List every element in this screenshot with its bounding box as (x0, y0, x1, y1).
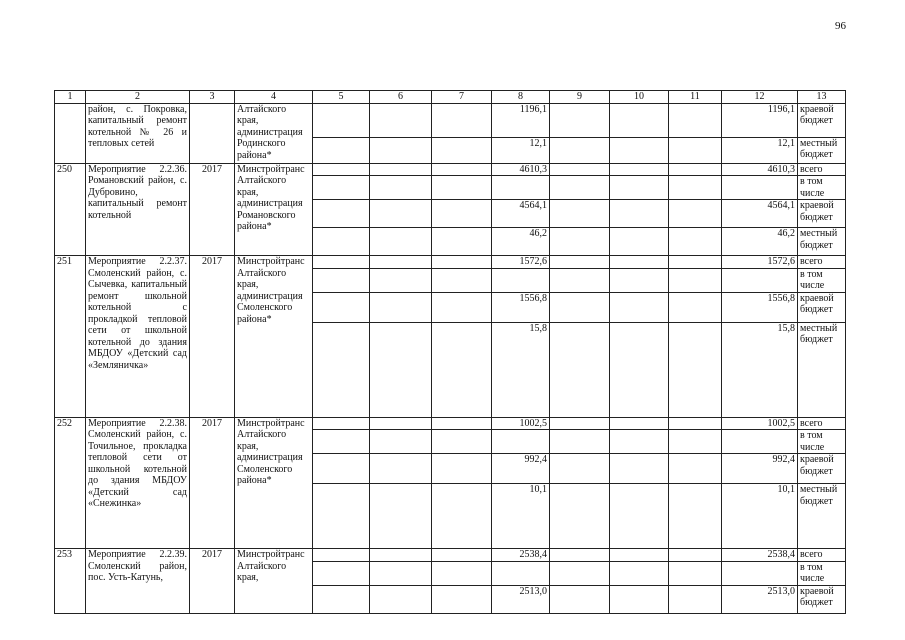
empty-cell-col10 (610, 454, 669, 484)
empty-cell-col10 (610, 103, 669, 137)
empty-cell-col10 (610, 585, 669, 613)
amount-col8-cell: 1572,6 (492, 256, 550, 269)
amount-col8-cell (492, 268, 550, 292)
empty-cell-col9 (550, 163, 610, 176)
empty-cell-col10 (610, 228, 669, 256)
empty-cell-col6 (370, 163, 432, 176)
empty-cell-col9 (550, 322, 610, 417)
amount-col8-cell: 12,1 (492, 137, 550, 163)
empty-cell-col10 (610, 322, 669, 417)
column-number-3: 3 (190, 91, 235, 104)
empty-cell-col7 (432, 103, 492, 137)
amount-col12-cell: 2513,0 (722, 585, 798, 613)
amount-col12-cell: 992,4 (722, 454, 798, 484)
empty-cell-col6 (370, 549, 432, 562)
empty-cell-col11 (669, 454, 722, 484)
empty-cell-col5 (313, 585, 370, 613)
measure-name-cell: Мероприятие 2.2.36. Романовский район, с. Дубровино, капитальный ремонт котельной (86, 163, 190, 256)
empty-cell-col5 (313, 228, 370, 256)
funding-source-cell: всего (798, 417, 846, 430)
funding-source-cell: всего (798, 549, 846, 562)
empty-cell-col6 (370, 292, 432, 322)
amount-col12-cell: 2538,4 (722, 549, 798, 562)
empty-cell-col6 (370, 200, 432, 228)
empty-cell-col11 (669, 417, 722, 430)
column-number-4: 4 (235, 91, 313, 104)
empty-cell-col11 (669, 430, 722, 454)
empty-cell-col5 (313, 430, 370, 454)
empty-cell-col10 (610, 417, 669, 430)
empty-cell-col9 (550, 256, 610, 269)
empty-cell-col11 (669, 484, 722, 549)
empty-cell-col10 (610, 561, 669, 585)
executor-cell: Алтайского края, администрация Родинского района* (235, 103, 313, 163)
empty-cell-col10 (610, 137, 669, 163)
amount-col12-cell (722, 430, 798, 454)
year-cell (190, 103, 235, 163)
empty-cell-col9 (550, 200, 610, 228)
column-number-7: 7 (432, 91, 492, 104)
empty-cell-col11 (669, 256, 722, 269)
column-number-8: 8 (492, 91, 550, 104)
measure-name-cell: Мероприятие 2.2.39. Смоленский район, пос. Усть-Катунь, (86, 549, 190, 614)
empty-cell-col5 (313, 292, 370, 322)
funding-source-cell: местный бюджет (798, 228, 846, 256)
empty-cell-col7 (432, 454, 492, 484)
amount-col12-cell: 15,8 (722, 322, 798, 417)
funding-source-cell: местный бюджет (798, 484, 846, 549)
empty-cell-col9 (550, 137, 610, 163)
empty-cell-col11 (669, 103, 722, 137)
executor-cell: Минстройтранс Алтайского края, (235, 549, 313, 614)
amount-col12-cell: 1556,8 (722, 292, 798, 322)
amount-col8-cell: 1002,5 (492, 417, 550, 430)
empty-cell-col10 (610, 200, 669, 228)
funding-source-cell: всего (798, 256, 846, 269)
empty-cell-col9 (550, 549, 610, 562)
empty-cell-col9 (550, 417, 610, 430)
empty-cell-col10 (610, 163, 669, 176)
empty-cell-col7 (432, 549, 492, 562)
page-number: 96 (835, 20, 846, 32)
executor-cell: Минстройтранс Алтайского края, администрация Смоленского района* (235, 417, 313, 549)
empty-cell-col9 (550, 228, 610, 256)
empty-cell-col6 (370, 322, 432, 417)
empty-cell-col5 (313, 103, 370, 137)
column-number-11: 11 (669, 91, 722, 104)
amount-col8-cell: 4564,1 (492, 200, 550, 228)
empty-cell-col10 (610, 549, 669, 562)
empty-cell-col11 (669, 176, 722, 200)
funding-source-cell: местный бюджет (798, 322, 846, 417)
column-number-row (55, 91, 846, 104)
table-row (55, 103, 846, 137)
empty-cell-col9 (550, 585, 610, 613)
empty-cell-col11 (669, 228, 722, 256)
empty-cell-col5 (313, 163, 370, 176)
funding-source-cell: в том числе (798, 430, 846, 454)
amount-col12-cell (722, 268, 798, 292)
empty-cell-col7 (432, 417, 492, 430)
empty-cell-col9 (550, 292, 610, 322)
empty-cell-col7 (432, 561, 492, 585)
empty-cell-col5 (313, 484, 370, 549)
empty-cell-col11 (669, 163, 722, 176)
amount-col8-cell: 992,4 (492, 454, 550, 484)
empty-cell-col6 (370, 103, 432, 137)
empty-cell-col11 (669, 137, 722, 163)
empty-cell-col7 (432, 228, 492, 256)
amount-col12-cell: 1002,5 (722, 417, 798, 430)
row-number-cell: 252 (55, 417, 86, 549)
table-row (55, 163, 846, 176)
column-number-6: 6 (370, 91, 432, 104)
empty-cell-col6 (370, 268, 432, 292)
program-table-sheet (54, 90, 846, 614)
empty-cell-col5 (313, 256, 370, 269)
empty-cell-col10 (610, 268, 669, 292)
empty-cell-col5 (313, 176, 370, 200)
empty-cell-col10 (610, 256, 669, 269)
row-number-cell: 253 (55, 549, 86, 614)
column-number-5: 5 (313, 91, 370, 104)
empty-cell-col6 (370, 454, 432, 484)
year-cell: 2017 (190, 256, 235, 418)
empty-cell-col6 (370, 484, 432, 549)
funding-source-cell: в том числе (798, 561, 846, 585)
amount-col8-cell: 1556,8 (492, 292, 550, 322)
empty-cell-col7 (432, 585, 492, 613)
empty-cell-col5 (313, 268, 370, 292)
amount-col8-cell: 46,2 (492, 228, 550, 256)
funding-source-cell: в том числе (798, 176, 846, 200)
empty-cell-col5 (313, 561, 370, 585)
amount-col12-cell: 10,1 (722, 484, 798, 549)
year-cell: 2017 (190, 417, 235, 549)
empty-cell-col11 (669, 322, 722, 417)
table-row (55, 256, 846, 269)
empty-cell-col6 (370, 417, 432, 430)
amount-col8-cell (492, 430, 550, 454)
amount-col12-cell (722, 176, 798, 200)
measure-name-cell: Мероприятие 2.2.37. Смоленский район, с. Сычевка, капитальный ремонт школьной котельной с прокладкой тепловой сети от школьной котельной до здания МБДОУ «Детский сад «Земляничка» (86, 256, 190, 418)
empty-cell-col6 (370, 585, 432, 613)
column-number-2: 2 (86, 91, 190, 104)
amount-col8-cell: 15,8 (492, 322, 550, 417)
amount-col8-cell: 4610,3 (492, 163, 550, 176)
empty-cell-col6 (370, 561, 432, 585)
empty-cell-col7 (432, 484, 492, 549)
empty-cell-col11 (669, 200, 722, 228)
table-row (55, 549, 846, 562)
row-number-cell: 250 (55, 163, 86, 256)
empty-cell-col7 (432, 163, 492, 176)
amount-col8-cell: 2538,4 (492, 549, 550, 562)
year-cell: 2017 (190, 163, 235, 256)
empty-cell-col5 (313, 549, 370, 562)
funding-source-cell: всего (798, 163, 846, 176)
empty-cell-col6 (370, 256, 432, 269)
amount-col12-cell (722, 561, 798, 585)
empty-cell-col9 (550, 268, 610, 292)
empty-cell-col10 (610, 292, 669, 322)
measure-name-cell: район, с. Покровка, капитальный ремонт котельной № 26 и тепловых сетей (86, 103, 190, 163)
amount-col12-cell: 1196,1 (722, 103, 798, 137)
row-number-cell: 251 (55, 256, 86, 418)
empty-cell-col7 (432, 176, 492, 200)
column-number-12: 12 (722, 91, 798, 104)
amount-col12-cell: 4564,1 (722, 200, 798, 228)
empty-cell-col9 (550, 176, 610, 200)
empty-cell-col7 (432, 256, 492, 269)
empty-cell-col6 (370, 430, 432, 454)
column-number-9: 9 (550, 91, 610, 104)
empty-cell-col7 (432, 292, 492, 322)
empty-cell-col7 (432, 268, 492, 292)
amount-col8-cell: 10,1 (492, 484, 550, 549)
empty-cell-col7 (432, 200, 492, 228)
empty-cell-col6 (370, 228, 432, 256)
executor-cell: Минстройтранс Алтайского края, администрация Смоленского района* (235, 256, 313, 418)
empty-cell-col11 (669, 561, 722, 585)
column-number-1: 1 (55, 91, 86, 104)
program-table (54, 90, 846, 614)
measure-name-cell: Мероприятие 2.2.38. Смоленский район, с. Точильное, прокладка тепловой сети от школьной котельной до здания МБДОУ «Детский сад «Снежинка» (86, 417, 190, 549)
empty-cell-col7 (432, 430, 492, 454)
amount-col8-cell: 1196,1 (492, 103, 550, 137)
empty-cell-col7 (432, 322, 492, 417)
empty-cell-col6 (370, 176, 432, 200)
amount-col8-cell (492, 176, 550, 200)
amount-col8-cell (492, 561, 550, 585)
empty-cell-col5 (313, 322, 370, 417)
empty-cell-col9 (550, 561, 610, 585)
amount-col12-cell: 12,1 (722, 137, 798, 163)
empty-cell-col11 (669, 268, 722, 292)
empty-cell-col7 (432, 137, 492, 163)
funding-source-cell: местный бюджет (798, 137, 846, 163)
table-row (55, 417, 846, 430)
empty-cell-col5 (313, 417, 370, 430)
empty-cell-col11 (669, 292, 722, 322)
amount-col12-cell: 1572,6 (722, 256, 798, 269)
funding-source-cell: в том числе (798, 268, 846, 292)
column-number-10: 10 (610, 91, 669, 104)
row-number-cell (55, 103, 86, 163)
amount-col12-cell: 46,2 (722, 228, 798, 256)
empty-cell-col5 (313, 454, 370, 484)
empty-cell-col10 (610, 430, 669, 454)
amount-col8-cell: 2513,0 (492, 585, 550, 613)
empty-cell-col5 (313, 137, 370, 163)
empty-cell-col11 (669, 549, 722, 562)
amount-col12-cell: 4610,3 (722, 163, 798, 176)
empty-cell-col5 (313, 200, 370, 228)
funding-source-cell: краевой бюджет (798, 200, 846, 228)
empty-cell-col11 (669, 585, 722, 613)
executor-cell: Минстройтранс Алтайского края, администрация Романовского района* (235, 163, 313, 256)
funding-source-cell: краевой бюджет (798, 103, 846, 137)
empty-cell-col10 (610, 484, 669, 549)
empty-cell-col9 (550, 103, 610, 137)
empty-cell-col10 (610, 176, 669, 200)
empty-cell-col9 (550, 430, 610, 454)
year-cell: 2017 (190, 549, 235, 614)
empty-cell-col9 (550, 484, 610, 549)
empty-cell-col9 (550, 454, 610, 484)
funding-source-cell: краевой бюджет (798, 292, 846, 322)
empty-cell-col6 (370, 137, 432, 163)
column-number-13: 13 (798, 91, 846, 104)
funding-source-cell: краевой бюджет (798, 585, 846, 613)
funding-source-cell: краевой бюджет (798, 454, 846, 484)
